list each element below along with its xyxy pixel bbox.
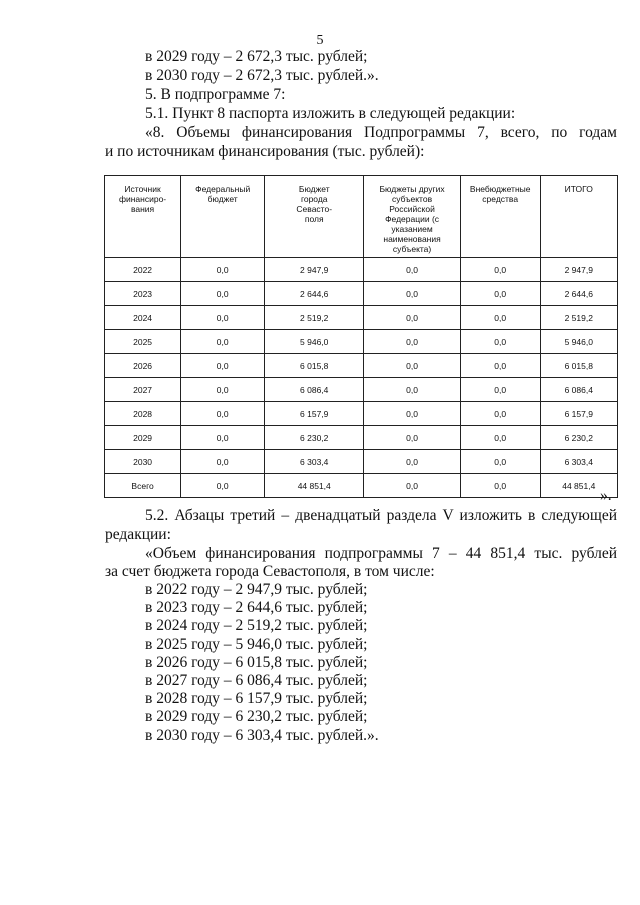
- year-funding-line: в 2022 году – 2 947,9 тыс. рублей;: [145, 581, 368, 598]
- section52-para1-line2: за счет бюджета города Севастополя, в том числе:: [105, 563, 435, 580]
- header-extrabudgetary: Внебюджетные средства: [460, 176, 540, 258]
- table-cell: 0,0: [460, 258, 540, 282]
- year-funding-line: в 2027 году – 6 086,4 тыс. рублей;: [145, 672, 368, 689]
- year-funding-line: в 2029 году – 6 230,2 тыс. рублей;: [145, 708, 368, 726]
- year-funding-line: в 2023 году – 2 644,6 тыс. рублей;: [145, 599, 368, 617]
- table-row: [105, 354, 618, 378]
- table-cell: 0,0: [364, 450, 461, 474]
- table-cell: 6 086,4: [265, 378, 364, 402]
- financing-table: [104, 175, 618, 498]
- table-cell: 6 086,4: [540, 378, 617, 402]
- table-row: [105, 306, 618, 330]
- table-cell: 0,0: [364, 306, 461, 330]
- table-cell: 0,0: [460, 354, 540, 378]
- table-cell: 0,0: [181, 354, 265, 378]
- header-federal: Федеральный бюджет: [181, 176, 265, 258]
- table-cell: 2 644,6: [265, 282, 364, 306]
- table-cell: 44 851,4: [540, 474, 617, 498]
- table-cell: 2025: [105, 330, 181, 354]
- item8-line1: «8. Объемы финансирования Подпрограммы 7, всего, по годам: [145, 124, 617, 141]
- header-source: Источник финансиро-вания: [105, 176, 181, 258]
- table-row: [105, 282, 618, 306]
- header-other-subjects: Бюджеты других субъектов Российской Федерации (с указанием наименования субъекта): [364, 176, 461, 258]
- table-cell: 2026: [105, 354, 181, 378]
- table-cell: 0,0: [181, 474, 265, 498]
- table-cell: 0,0: [364, 474, 461, 498]
- table-header-row: [105, 176, 618, 258]
- table-cell: 44 851,4: [265, 474, 364, 498]
- table-cell: 5 946,0: [265, 330, 364, 354]
- table-cell: 0,0: [181, 330, 265, 354]
- table-cell: 2023: [105, 282, 181, 306]
- table-cell: 6 230,2: [265, 426, 364, 450]
- table-cell: 2 519,2: [540, 306, 617, 330]
- table-row: [105, 474, 618, 498]
- table-cell: 0,0: [460, 474, 540, 498]
- year-funding-line: в 2028 году – 6 157,9 тыс. рублей;: [145, 690, 368, 708]
- page-number: 5: [316, 33, 324, 48]
- table-cell: 0,0: [181, 282, 265, 306]
- table-row: [105, 426, 618, 450]
- table-cell: 6 157,9: [540, 402, 617, 426]
- table-cell: 2 947,9: [540, 258, 617, 282]
- table-cell: 0,0: [460, 306, 540, 330]
- item8-line2: и по источникам финансирования (тыс. рублей):: [105, 143, 425, 160]
- table-cell: 0,0: [364, 330, 461, 354]
- subprogram-heading: 5. В подпрограмме 7:: [145, 86, 286, 103]
- table-cell: 6 303,4: [265, 450, 364, 474]
- table-row: [105, 258, 618, 282]
- table-cell: 2030: [105, 450, 181, 474]
- table-cell: 0,0: [460, 282, 540, 306]
- year-funding-line: в 2025 году – 5 946,0 тыс. рублей;: [145, 635, 368, 653]
- table-cell: 0,0: [181, 258, 265, 282]
- table-cell: 6 303,4: [540, 450, 617, 474]
- table-cell: 2028: [105, 402, 181, 426]
- table-cell: 0,0: [460, 378, 540, 402]
- table-cell: 0,0: [364, 282, 461, 306]
- table-cell: 2027: [105, 378, 181, 402]
- table-cell: 6 230,2: [540, 426, 617, 450]
- table-cell: 2029: [105, 426, 181, 450]
- table-cell: 0,0: [181, 378, 265, 402]
- table-cell: 2 644,6: [540, 282, 617, 306]
- table-row: [105, 378, 618, 402]
- table-cell: 0,0: [364, 426, 461, 450]
- table-row: [105, 402, 618, 426]
- table-cell: 0,0: [460, 450, 540, 474]
- table-cell: 0,0: [460, 426, 540, 450]
- table-cell: 2 947,9: [265, 258, 364, 282]
- table-cell: 0,0: [364, 354, 461, 378]
- table-cell: 2022: [105, 258, 181, 282]
- table-cell: 0,0: [181, 426, 265, 450]
- table-cell: 5 946,0: [540, 330, 617, 354]
- table-row: [105, 330, 618, 354]
- table-cell: 0,0: [181, 402, 265, 426]
- table-cell: 0,0: [181, 306, 265, 330]
- item-5-1: 5.1. Пункт 8 паспорта изложить в следующей редакции:: [145, 105, 516, 122]
- table-cell: 0,0: [364, 402, 461, 426]
- table-cell: 0,0: [364, 378, 461, 402]
- header-total: ИТОГО: [540, 176, 617, 258]
- year-funding-line: в 2024 году – 2 519,2 тыс. рублей;: [145, 617, 368, 635]
- table-cell: Всего: [105, 474, 181, 498]
- intro-line-2029: в 2029 году – 2 672,3 тыс. рублей;: [145, 48, 368, 65]
- intro-line-2030: в 2030 году – 2 672,3 тыс. рублей.».: [145, 67, 379, 84]
- section52-para1-line1: «Объем финансирования подпрограммы 7 – 44 851,4 тыс. рублей: [145, 545, 617, 562]
- header-city-budget: Бюджет города Севасто-поля: [265, 176, 364, 258]
- table-cell: 6 157,9: [265, 402, 364, 426]
- table-cell: 2024: [105, 306, 181, 330]
- table-cell: 0,0: [460, 402, 540, 426]
- section52-line2: редакции:: [105, 526, 171, 543]
- year-funding-line: в 2030 году – 6 303,4 тыс. рублей.».: [145, 726, 379, 744]
- table-cell: 6 015,8: [265, 354, 364, 378]
- closing-quote: ».: [600, 487, 612, 504]
- year-funding-line: в 2026 году – 6 015,8 тыс. рублей;: [145, 653, 368, 671]
- table-cell: 6 015,8: [540, 354, 617, 378]
- table-cell: 0,0: [364, 258, 461, 282]
- table-cell: 0,0: [181, 450, 265, 474]
- table-cell: 0,0: [460, 330, 540, 354]
- section52-line1: 5.2. Абзацы третий – двенадцатый раздела V изложить в следующей: [145, 507, 617, 524]
- table-row: [105, 450, 618, 474]
- table-cell: 2 519,2: [265, 306, 364, 330]
